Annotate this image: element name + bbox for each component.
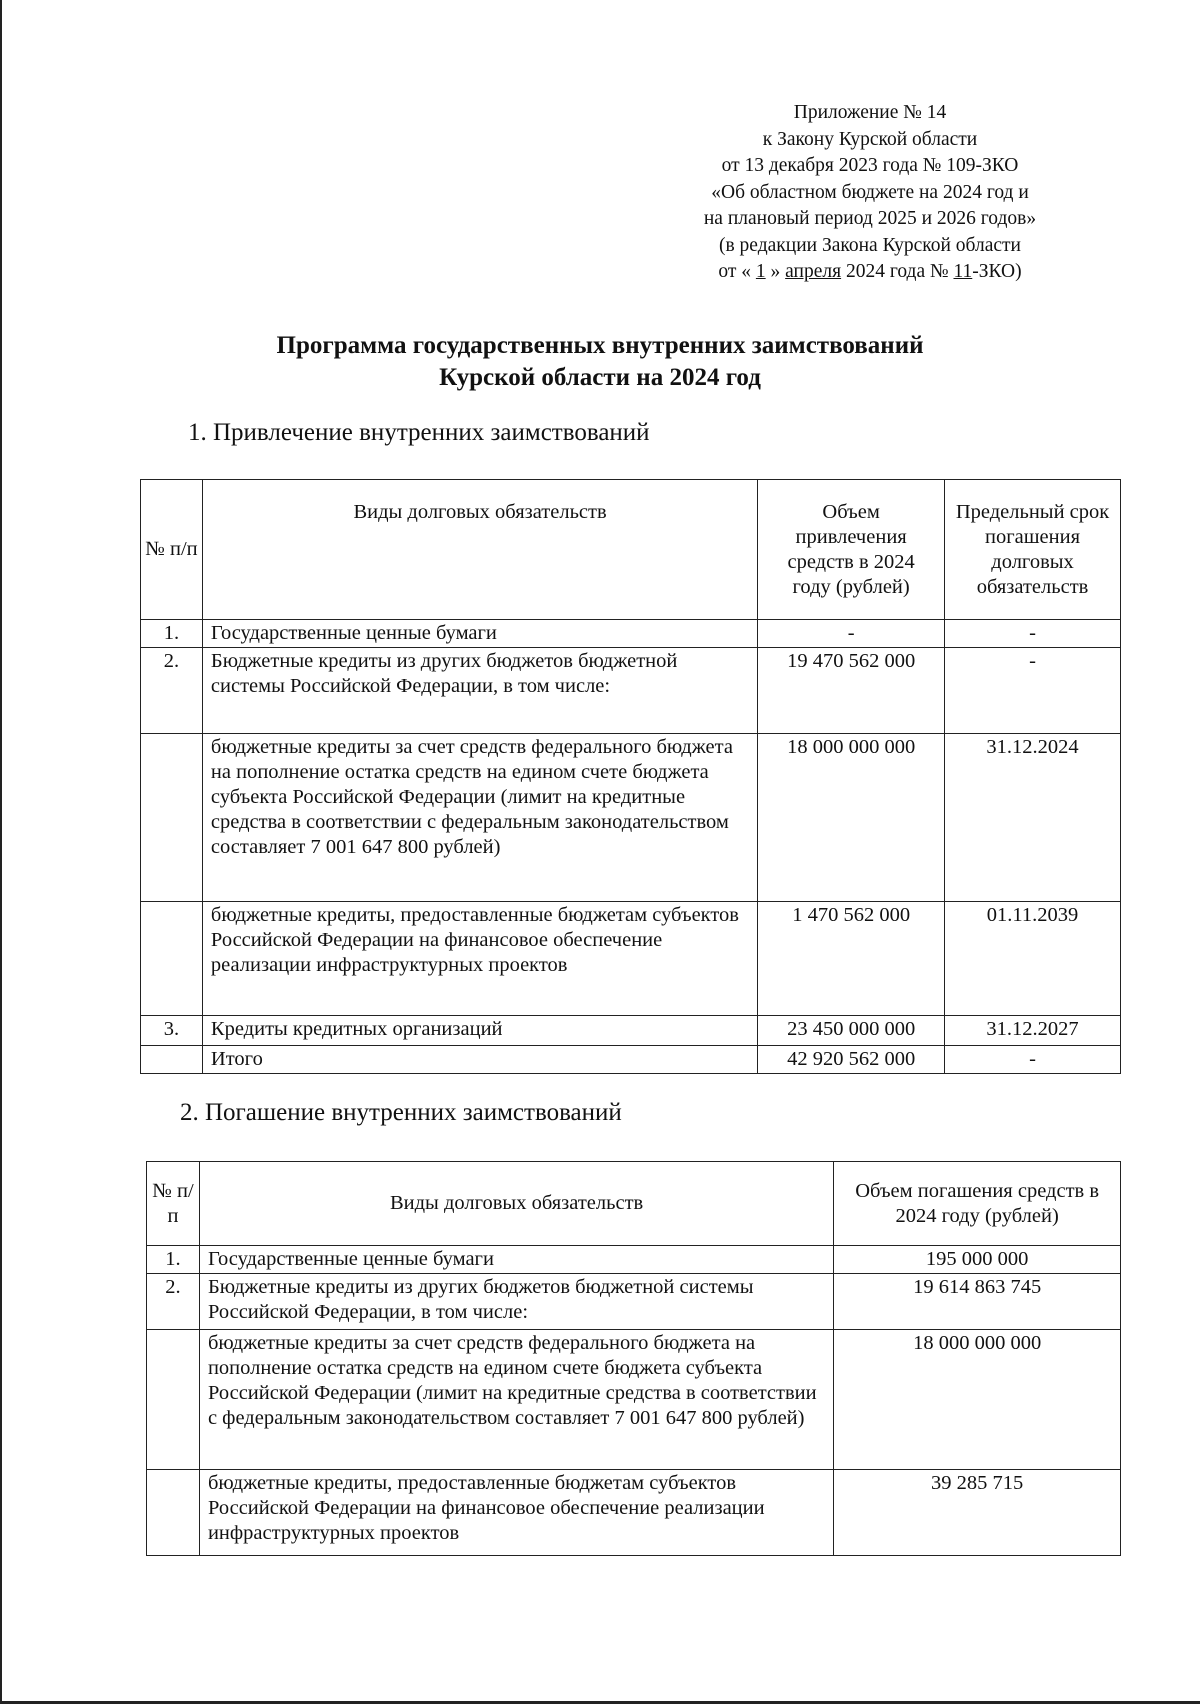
row-text: бюджетные кредиты за счет средств федерального бюджета на пополнение остатка средств на едином счете бюджета субъекта Российской Федерации (лимит на кредитные средства в соответствии с федеральным законодательством составляет 7 001 647 800 рублей) xyxy=(202,734,757,902)
row-term: 01.11.2039 xyxy=(945,902,1121,1016)
row-num: 2. xyxy=(147,1274,200,1330)
row-num xyxy=(141,902,203,1016)
row-volume: - xyxy=(758,620,945,648)
header-type: Виды долговых обязательств xyxy=(199,1162,833,1246)
row-volume: 42 920 562 000 xyxy=(758,1046,945,1074)
appendix-line-amendment xyxy=(660,259,1080,286)
row-volume: 19 614 863 745 xyxy=(834,1274,1121,1330)
row-text: Кредиты кредитных организаций xyxy=(202,1016,757,1046)
row-text: Бюджетные кредиты из других бюджетов бюджетной системы Российской Федерации, в том числе: xyxy=(199,1274,833,1330)
table-row xyxy=(141,620,1121,648)
table-total-row xyxy=(141,1046,1121,1074)
table-row xyxy=(141,734,1121,902)
borrowing-table xyxy=(140,479,1121,1074)
table-row xyxy=(141,902,1121,1016)
row-volume: 18 000 000 000 xyxy=(758,734,945,902)
row-term: 31.12.2027 xyxy=(945,1016,1121,1046)
row-num xyxy=(147,1470,200,1556)
header-term: Предельный срок погашения долговых обязательств xyxy=(945,480,1121,620)
section1-heading: 1. Привлечение внутренних заимствований xyxy=(188,419,650,446)
amendment-day: 1 xyxy=(755,261,766,282)
title-line: Программа государственных внутренних заимствований xyxy=(276,332,924,359)
appendix-line: Приложение № 14 xyxy=(793,102,947,123)
row-volume: 39 285 715 xyxy=(834,1470,1121,1556)
row-num xyxy=(141,734,203,902)
table-row xyxy=(147,1330,1121,1470)
title-line: Курской области на 2024 год xyxy=(439,364,761,391)
table-row xyxy=(141,1016,1121,1046)
amendment-month: апреля xyxy=(785,261,842,282)
row-text: бюджетные кредиты за счет средств федерального бюджета на пополнение остатка средств на едином счете бюджета субъекта Российской Федерации (лимит на кредитные средства в соответствии с федеральным законодательством составляет 7 001 647 800 рублей) xyxy=(199,1330,833,1470)
row-term: 31.12.2024 xyxy=(945,734,1121,902)
row-num: 1. xyxy=(141,620,203,648)
repayment-table xyxy=(146,1161,1121,1556)
text: » xyxy=(765,261,786,282)
appendix-header xyxy=(660,100,1080,286)
row-volume: 23 450 000 000 xyxy=(758,1016,945,1046)
text: -ЗКО) xyxy=(972,261,1022,282)
section2-heading: 2. Погашение внутренних заимствований xyxy=(180,1099,622,1126)
appendix-line: (в редакции Закона Курской области xyxy=(718,234,1021,256)
header-volume: Объем привлечения средств в 2024 году (рублей) xyxy=(758,480,945,620)
text: от « xyxy=(718,261,756,282)
table-header-row xyxy=(141,480,1121,620)
scan-edge-left xyxy=(0,0,2,1704)
row-text: бюджетные кредиты, предоставленные бюджетам субъектов Российской Федерации на финансовое обеспечение реализации инфраструктурных проектов xyxy=(199,1470,833,1556)
row-num: 1. xyxy=(147,1246,200,1274)
row-volume: 195 000 000 xyxy=(834,1246,1121,1274)
row-num xyxy=(141,1046,203,1074)
appendix-line: к Закону Курской области xyxy=(762,128,978,150)
row-num: 3. xyxy=(141,1016,203,1046)
amendment-number: 11 xyxy=(953,261,973,282)
header-num: № п/п xyxy=(147,1162,200,1246)
row-text: бюджетные кредиты, предоставленные бюджетам субъектов Российской Федерации на финансовое обеспечение реализации инфраструктурных проектов xyxy=(202,902,757,1016)
row-term: - xyxy=(945,648,1121,734)
table-row xyxy=(147,1274,1121,1330)
row-text: Государственные ценные бумаги xyxy=(199,1246,833,1274)
row-text: Итого xyxy=(202,1046,757,1074)
row-text: Государственные ценные бумаги xyxy=(202,620,757,648)
document-title xyxy=(0,330,1200,394)
row-term: - xyxy=(945,620,1121,648)
table-row xyxy=(147,1470,1121,1556)
header-type: Виды долговых обязательств xyxy=(202,480,757,620)
table-header-row xyxy=(147,1162,1121,1246)
appendix-line: от 13 декабря 2023 года № 109-ЗКО xyxy=(721,155,1019,176)
header-volume: Объем погашения средств в 2024 году (рублей) xyxy=(834,1162,1121,1246)
row-text: Бюджетные кредиты из других бюджетов бюджетной системы Российской Федерации, в том числе: xyxy=(202,648,757,734)
row-volume: 18 000 000 000 xyxy=(834,1330,1121,1470)
row-volume: 1 470 562 000 xyxy=(758,902,945,1016)
row-term: - xyxy=(945,1046,1121,1074)
row-num: 2. xyxy=(141,648,203,734)
appendix-line: на плановый период 2025 и 2026 годов» xyxy=(703,208,1037,229)
appendix-line: «Об областном бюджете на 2024 год и xyxy=(711,181,1029,203)
row-num xyxy=(147,1330,200,1470)
table-row xyxy=(147,1246,1121,1274)
text: 2024 года № xyxy=(841,261,954,282)
row-volume: 19 470 562 000 xyxy=(758,648,945,734)
header-num: № п/п xyxy=(141,480,203,620)
table-row xyxy=(141,648,1121,734)
